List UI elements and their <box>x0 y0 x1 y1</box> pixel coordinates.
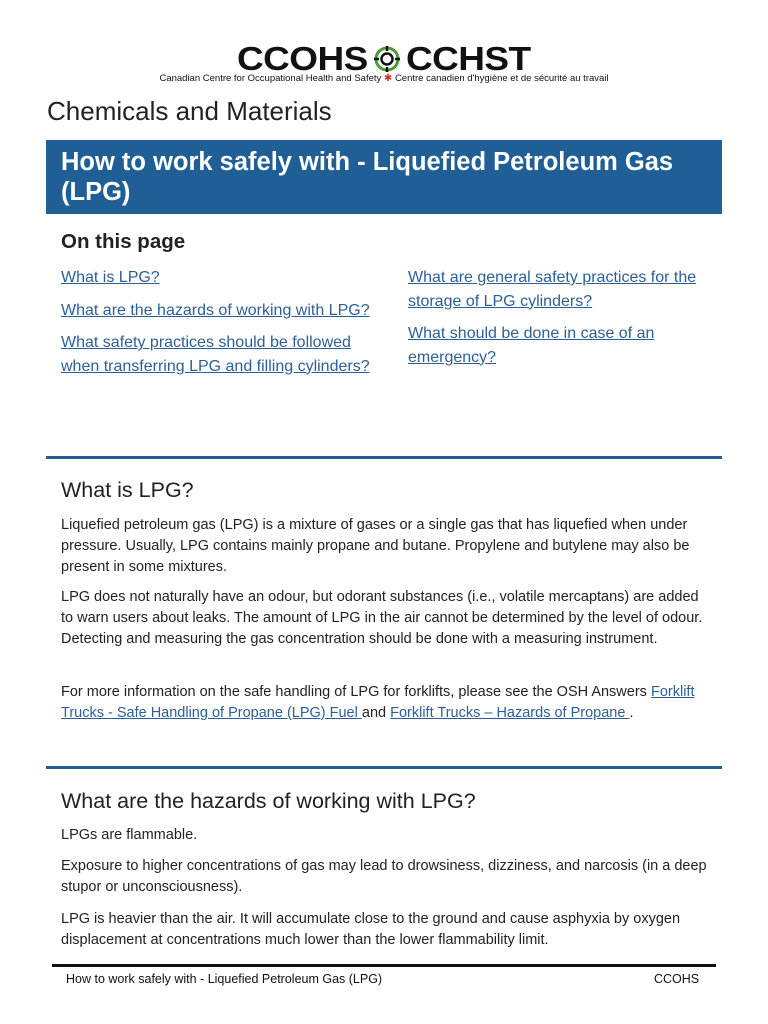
logo-text-en: CCOHS <box>237 40 368 77</box>
toc-heading: On this page <box>61 230 186 253</box>
footer-divider <box>52 964 716 967</box>
section-divider <box>46 766 722 769</box>
section-divider <box>46 456 722 459</box>
paragraph-text: and <box>361 705 391 721</box>
paragraph-more-info <box>61 682 711 724</box>
toc-column-left <box>61 266 371 387</box>
paragraph-text: For more information on the safe handling of LPG for forklifts, please see the OSH Answers <box>61 684 651 700</box>
paragraph: LPGs are flammable. <box>61 827 198 843</box>
paragraph: LPG is heavier than the air. It will accumulate close to the ground and cause asphyxia by oxygen displacement at concentrations much lower than the lower flammability limit. <box>61 911 681 948</box>
toc-link-transferring[interactable]: What safety practices should be followed when transferring LPG and filling cylinders? <box>61 334 370 375</box>
title-banner <box>46 140 722 214</box>
tagline-english: Canadian Centre for Occupational Health and Safety <box>159 73 382 84</box>
link-forklift-propane-fuel[interactable]: Forklift Trucks - Safe Handling of Propane (LPG) Fuel <box>61 684 695 721</box>
category-heading: Chemicals and Materials <box>47 96 332 126</box>
tagline-french: Centre canadien d'hygiène et de sécurité au travail <box>394 73 609 84</box>
toc-column-right <box>408 266 708 378</box>
paragraph: Exposure to higher concentrations of gas may lead to drowsiness, dizziness, and narcosis (in a deep stupor or unconsciousness). <box>61 858 707 895</box>
logo-tagline <box>0 73 768 84</box>
toc-link-emergency[interactable]: What should be done in case of an emergency? <box>408 325 655 366</box>
toc-link-hazards[interactable]: What are the hazards of working with LPG? <box>61 301 370 319</box>
paragraph: Liquefied petroleum gas (LPG) is a mixture of gases or a single gas that has liquefied when under pressure. Usually, LPG contains mainly propane and butane. Propylene and butylene may also be present in some mixtures. <box>61 517 690 575</box>
maple-leaf-icon: ✱ <box>383 73 393 84</box>
section-heading-hazards: What are the hazards of working with LPG? <box>61 789 476 813</box>
logo-text-fr: CCHST <box>405 40 531 77</box>
link-forklift-hazards-propane[interactable]: Forklift Trucks – Hazards of Propane <box>390 705 630 721</box>
toc-link-storage[interactable]: What are general safety practices for the storage of LPG cylinders? <box>408 269 697 310</box>
page-title: How to work safely with - Liquefied Petroleum Gas (LPG) <box>61 148 674 206</box>
paragraph-text: . <box>629 705 634 721</box>
footer-document-title: How to work safely with - Liquefied Petroleum Gas (LPG) <box>66 972 383 986</box>
section-heading-what-is-lpg: What is LPG? <box>61 478 194 502</box>
ccohs-emblem-icon <box>372 44 402 74</box>
footer-organization: CCOHS <box>654 972 700 986</box>
paragraph: LPG does not naturally have an odour, but odorant substances (i.e., volatile mercaptans) are added to warn users about leaks. The amount of LPG in the air cannot be determined by the level of odour. Detecting and measuring the gas concentration should be done with a measuring instrument. <box>61 589 703 647</box>
toc-link-what-is-lpg[interactable]: What is LPG? <box>61 269 160 286</box>
